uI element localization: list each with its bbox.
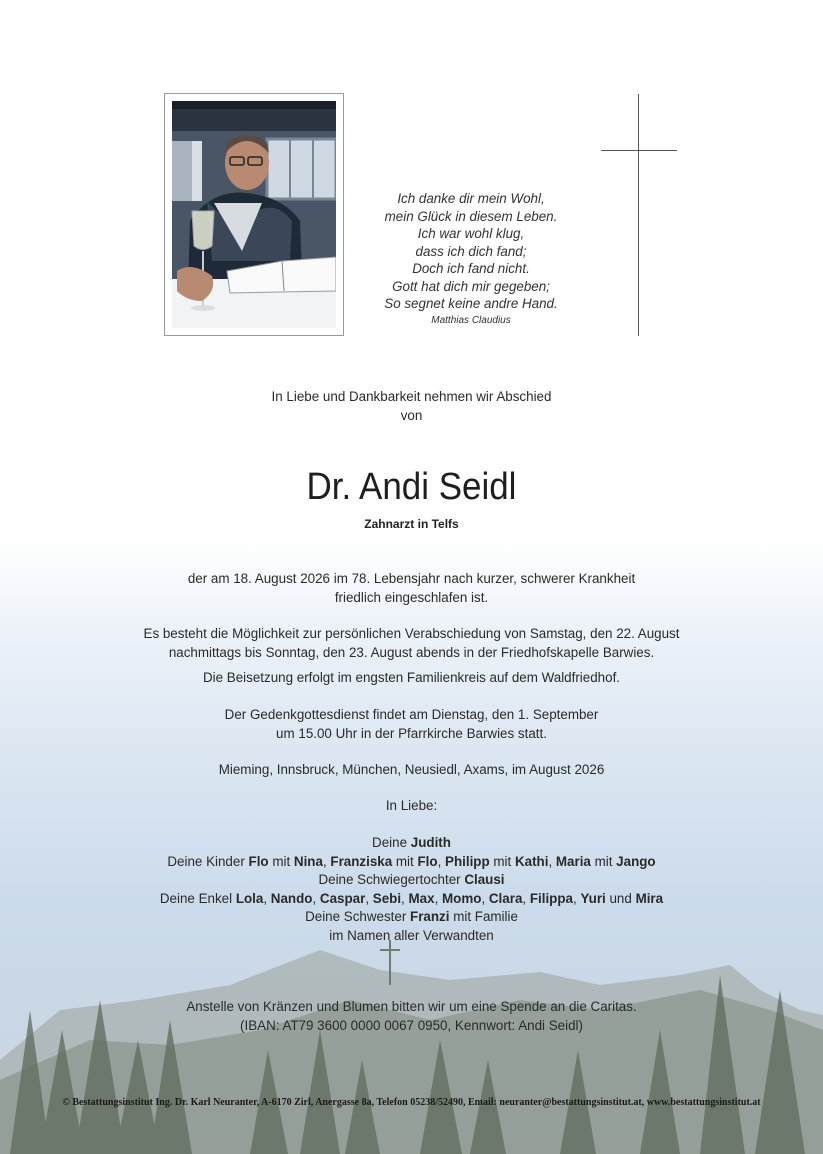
donation-line: (IBAN: AT79 3600 0000 0067 0950, Kennwort: Andi Seidl) (240, 1017, 583, 1033)
poem-line: mein Glück in diesem Leben. (384, 208, 558, 224)
poem-line: Ich danke dir mein Wohl, (397, 191, 545, 206)
body-line: um 15.00 Uhr in der Pfarrkirche Barwies statt. (276, 725, 547, 741)
death-notice (0, 570, 823, 607)
burial-info: Die Beisetzung erfolgt im engsten Familienkreis auf dem Waldfriedhof. (202, 670, 621, 685)
intro-line: von (400, 407, 423, 423)
farewell-info (0, 625, 823, 662)
body-line: der am 18. August 2026 im 78. Lebensjahr nach kurzer, schwerer Krankheit (187, 571, 636, 586)
deceased-name-block (0, 466, 823, 509)
family-line-relatives: im Namen aller Verwandten (329, 927, 494, 943)
poem-line: So segnet keine andre Hand. (384, 296, 558, 311)
family-list (0, 834, 823, 945)
deceased-subtitle: Zahnarzt in Telfs (364, 517, 459, 531)
deceased-name: Dr. Andi Seidl (306, 466, 517, 508)
portrait-photo (172, 101, 336, 328)
family-line-daughter-in-law: Deine Schwiegertochter Clausi (318, 872, 505, 887)
family-line-partner: Deine Judith (372, 835, 451, 850)
body-line: friedlich eingeschlafen ist. (334, 589, 489, 605)
cross-vertical-bar (638, 94, 639, 336)
poem-line: Doch ich fand nicht. (412, 261, 530, 276)
poem-line: Ich war wohl klug, (417, 226, 525, 241)
memorial-service-info (0, 706, 823, 743)
portrait-frame (164, 93, 344, 336)
poem (370, 190, 572, 329)
family-line-children: Deine Kinder Flo mit Nina, Franziska mit Flo, Philipp mit Kathi, Maria mit Jango (167, 853, 656, 869)
poem-line: dass ich dich fand; (415, 243, 527, 259)
family-line-grandchildren: Deine Enkel Lola, Nando, Caspar, Sebi, Max, Momo, Clara, Filippa, Yuri und Mira (159, 890, 664, 906)
intro-text (0, 388, 823, 425)
poem-author: Matthias Claudius (431, 314, 511, 326)
body-line: nachmittags bis Sonntag, den 23. August abends in der Friedhofskapelle Barwies. (168, 644, 655, 660)
poem-line: Gott hat dich mir gegeben; (392, 278, 550, 294)
donation-request (0, 998, 823, 1035)
in-liebe: In Liebe: (385, 798, 438, 813)
place-date: Mieming, Innsbruck, München, Neusiedl, Axams, im August 2026 (218, 762, 605, 777)
cross-horizontal-bar (601, 150, 677, 151)
body-line: Der Gedenkgottesdienst findet am Dienstag, den 1. September (224, 707, 599, 722)
family-line-sister: Deine Schwester Franzi mit Familie (305, 909, 518, 924)
intro-line: In Liebe und Dankbarkeit nehmen wir Abschied (271, 389, 552, 404)
body-line: Es besteht die Möglichkeit zur persönlichen Verabschiedung von Samstag, den 22. August (143, 626, 680, 641)
footer-imprint: © Bestattungsinstitut Ing. Dr. Karl Neuranter, A-6170 Zirl, Anergasse 8a, Telefon 05238/52490, Email: neuranter@bestattungsinstitut.at, www.bestattungsinstitut.at (62, 1097, 761, 1108)
donation-line: Anstelle von Kränzen und Blumen bitten wir um eine Spende an die Caritas. (186, 999, 637, 1014)
